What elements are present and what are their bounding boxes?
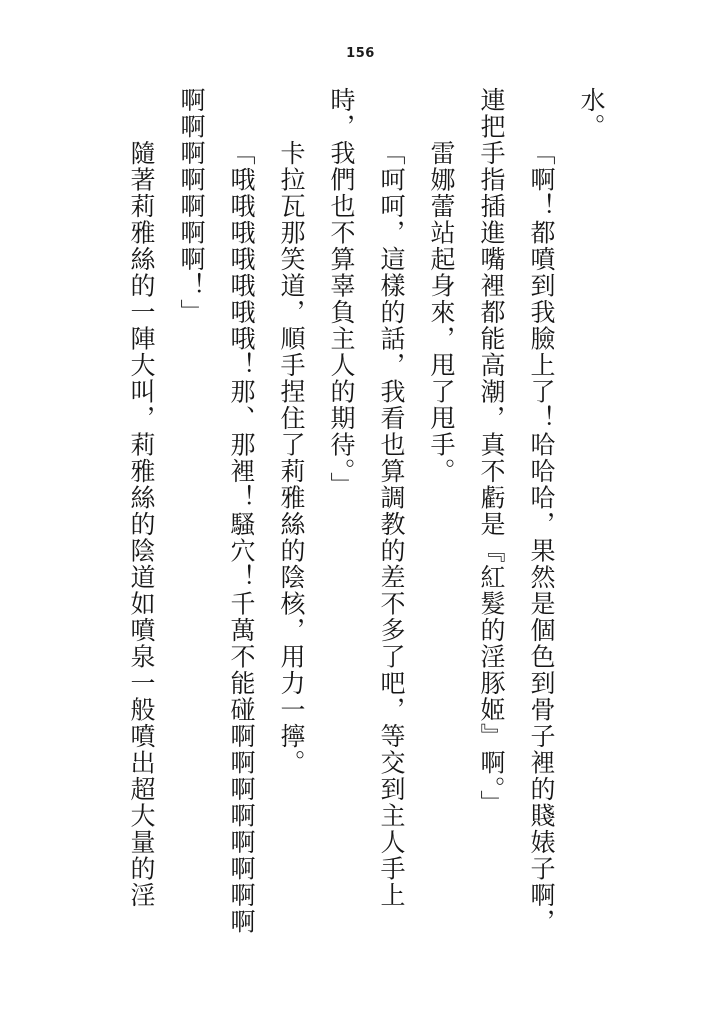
paragraph: 隨著莉雅絲的一陣大叫，莉雅絲的陰道如噴泉一般噴出超大量的淫 (127, 140, 154, 909)
paragraph: 「哦哦哦哦哦哦哦！那、那裡！騷穴！千萬不能碰啊啊啊啊啊啊啊啊啊啊啊啊啊啊啊！」 (177, 87, 254, 935)
paragraph: 「啊！都噴到我臉上了！哈哈哈，果然是個色到骨子裡的賤婊子啊，連把手指插進嘴裡都能高潮，真不虧是『紅髮的淫豚姬』啊。」 (477, 87, 554, 935)
paragraph: 雷娜蕾站起身來，甩了甩手。 (427, 140, 454, 485)
paragraph: 「呵呵，這樣的話，我看也算調教的差不多了吧，等交到主人手上時，我們也不算辜負主人的期待。」 (327, 87, 404, 909)
page-number: 156 (346, 46, 375, 61)
paragraph: 水。 (577, 87, 604, 140)
paragraph: 卡拉瓦那笑道，順手捏住了莉雅絲的陰核，用力一擰。 (277, 140, 304, 776)
vertical-text-body (115, 87, 615, 937)
